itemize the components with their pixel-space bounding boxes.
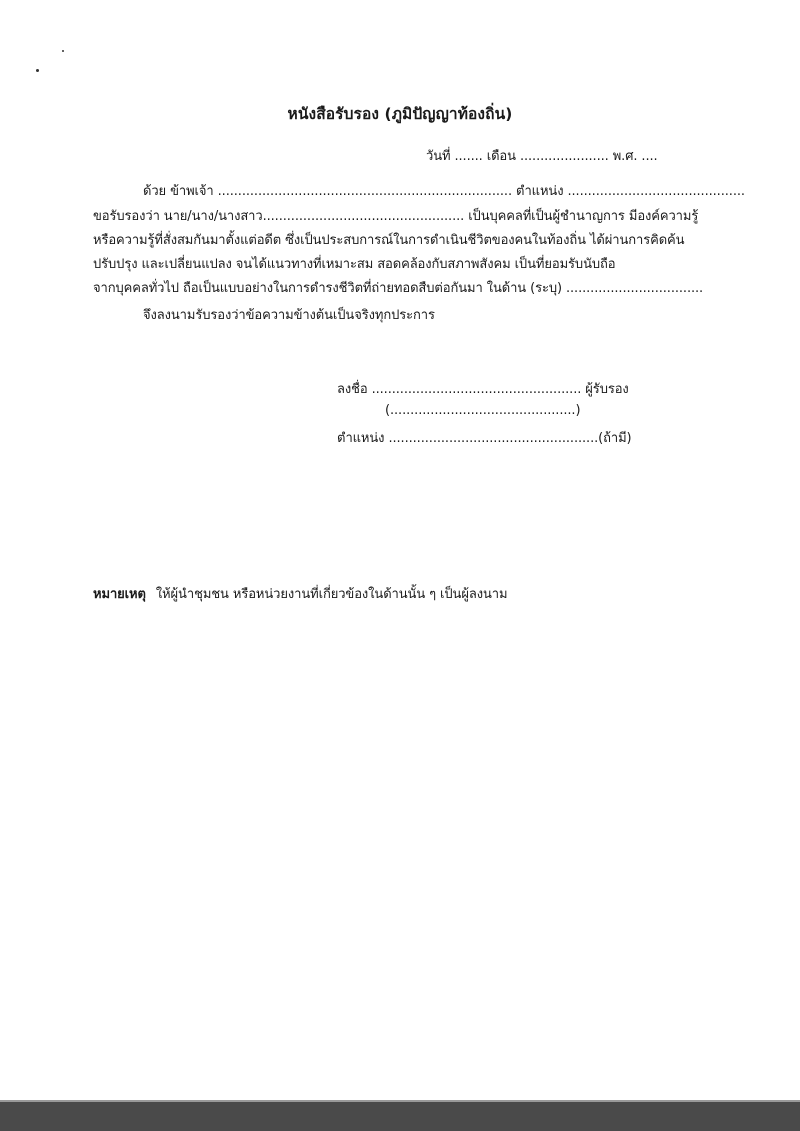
document-title: หนังสือรับรอง (ภูมิปัญญาท้องถิ่น) [287,105,513,123]
paragraph-line-2: ขอรับรองว่า นาย/นาง/นางสาว.................................................. เป็นบุคคลที่เป็นผู้ชำนาญการ มีองค์ความรู้ [93,209,699,224]
scan-speck [36,69,39,72]
paragraph-line-4: ปรับปรุง และเปลี่ยนแปลง จนได้แนวทางที่เหมาะสม สอดคล้องกับสภาพสังคม เป็นที่ยอมรับนับถือ [93,257,616,272]
date-line: วันที่ ....... เดือน ...................... พ.ศ. .... [426,149,658,164]
scan-bottom-edge [0,1102,800,1131]
paragraph-line-5: จากบุคคลทั่วไป ถือเป็นแบบอย่างในการดำรงชีวิตที่ถ่ายทอดสืบต่อกันมา ในด้าน (ระบุ) .................................. [93,281,704,296]
paragraph-line-1: ด้วย ข้าพเจ้า ......................................................................... ตำแหน่ง ............................................ [143,184,745,199]
note-line [93,583,507,604]
paragraph-line-3: หรือความรู้ที่สั่งสมกันมาตั้งแต่อดีต ซึ่งเป็นประสบการณ์ในการดำเนินชีวิตของคนในท้องถิ่น ได้ผ่านการคิดค้น [93,233,685,248]
signature-name-line: (..............................................) [385,403,581,418]
signature-line: ลงชื่อ .................................................... ผู้รับรอง [337,382,629,397]
note-text: ให้ผู้นำชุมชน หรือหน่วยงานที่เกี่ยวข้องในด้านนั้น ๆ เป็นผู้ลงนาม [155,587,508,602]
certify-line: จึงลงนามรับรองว่าข้อความข้างต้นเป็นจริงทุกประการ [143,308,435,323]
signature-position-line: ตำแหน่ง ....................................................(ถ้ามี) [337,431,632,446]
note-label: หมายเหตุ [93,587,146,602]
scan-speck [62,50,64,52]
